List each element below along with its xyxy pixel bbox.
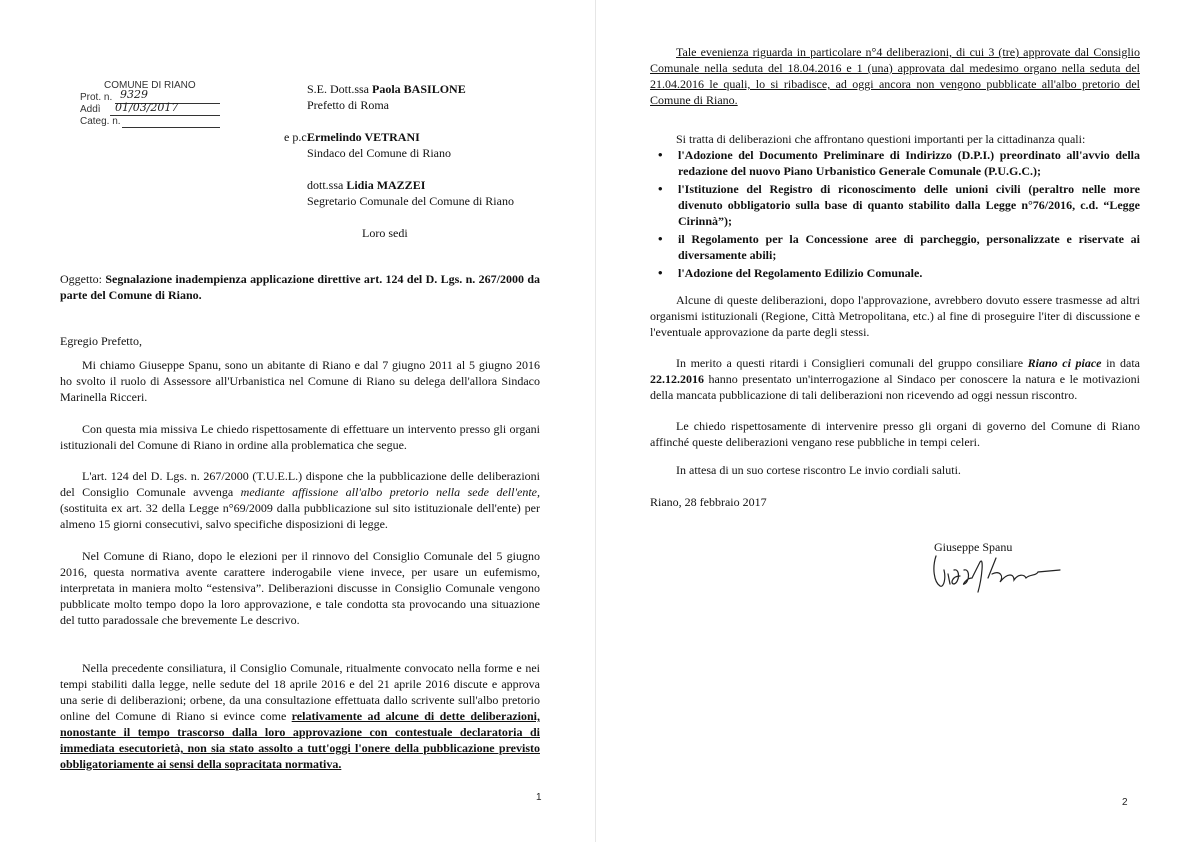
stamp-categ-label: Categ. n. [80,116,121,127]
stamp-addi-value: 01/03/2017 [115,101,179,114]
group-name: Riano ci piace [1027,356,1102,370]
recipient-segretario-role: Segretario Comunale del Comune di Riano [307,194,514,208]
stamp-categ-line [122,127,220,128]
signature-name: Giuseppe Spanu [934,540,1013,554]
paragraph-2: Con questa mia missiva Le chiedo rispettosamente di effettuare un intervento presso gli organi istituzionali del Comune di Riano in ordine alla problematica che segue. [60,422,540,452]
recipient-prefetto-role: Prefetto di Roma [307,98,389,112]
subject-label: Oggetto: [60,272,102,286]
paragraph-3: L'art. 124 del D. Lgs. n. 267/2000 (T.U.E.L.) dispone che la pubblicazione delle deliberazioni del Consiglio Comunale avvenga mediante affissione all'albo pretorio nella sede dell'ente, (sostituita ex art. 32 della Legge n°69/2009 dalla pubblicazione sul sito istituzionale dell'ente) per almeno 15 giorni consecutivi, salvo specifiche disposizioni di legge. [60,469,541,531]
interrogation-date: 22.12.2016 [650,372,704,386]
paragraph-5: Nella precedente consiliatura, il Consiglio Comunale, ritualmente convocato nella forme e nei tempi stabiliti dalla legge, nelle sedute del 18 aprile 2016 e del 21 aprile 2016 discute e approva una serie di deliberazioni; orbene, da una consultazione effettuata dallo scrivente sull'albo pretorio online del Comune di Riano si evince come relativamente ad alcune di dette deliberazioni, nonostante il tempo trascorso dalla loro approvazione con contestuale declaratoria di immediata esecutorietà, non sia stato assolto a tutt'oggi l'onere della pubblicazione previsto obbligatoriamente ai sensi della sopracitata normativa. [60,661,540,771]
page-number-1: 1 [536,792,542,803]
salutation: Egregio Prefetto, [60,334,142,348]
p2-paragraph-6: In attesa di un suo cortese riscontro Le invio cordiali saluti. [676,463,961,477]
stamp-prot-label: Prot. n. [80,92,113,103]
stamp-prot-value: 9329 [120,88,148,101]
p2-paragraph-4: In merito a questi ritardi i Consiglieri comunali del gruppo consiliare Riano ci piace in data 22.12.2016 hanno presentato un'interrogazione al Sindaco per conoscere la natura e le motivazioni della mancata pubblicazione di tali deliberazioni non ricevendo ad oggi nessun riscontro. [650,356,1140,402]
recipient-sindaco: Ermelindo VETRANI [307,130,420,144]
epc-label: e p.c. [284,130,310,144]
place-date: Riano, 28 febbraio 2017 [650,495,767,509]
stamp-addi-label: Addì [80,104,101,115]
paragraph-4: Nel Comune di Riano, dopo le elezioni per il rinnovo del Consiglio Comunale del 5 giugno 2016, questa normativa avente carattere inderogabile viene invece, per usare un eufemismo, interpretata in maniera molto “estensiva”. Deliberazioni discusse in Consiglio Comunale vengono pubblicate molto tempo dopo la loro approvazione, e tale condotta sta provocando una situazione del tutto paradossale che brevemente Le descrivo. [60,549,540,627]
recipient-segretario: dott.ssa Lidia MAZZEI [307,178,426,192]
p2-paragraph-2: Si tratta di deliberazioni che affrontano questioni importanti per la cittadinanza quali: [676,132,1086,146]
p2-paragraph-1: Tale evenienza riguarda in particolare n°4 deliberazioni, di cui 3 (tre) approvate dal Consiglio Comunale nella seduta del 18.04.2016 e 1 (una) approvata dal medesimo organo nella seduta del 21.04.2016 le quali, lo si ribadisce, ad oggi ancora non vengono pubblicate all'albo pretorio del Comune di Riano. [650,45,1140,107]
paragraph-1: Mi chiamo Giuseppe Spanu, sono un abitante di Riano e dal 7 giugno 2011 al 5 giugno 2016 ho svolto il ruolo di Assessore all'Urbanistica nel Comune di Riano su delega dell'allora Sindaco Marinella Ricceri. [60,358,540,404]
p2-paragraph-5: Le chiedo rispettosamente di intervenire presso gli organi di governo del Comune di Riano affinché queste deliberazioni vengano rese pubbliche in tempi celeri. [650,419,1140,449]
recipient-sindaco-role: Sindaco del Comune di Riano [307,146,451,160]
letter-page-2 [596,0,1191,842]
highlighted-claim: relativamente ad alcune di dette deliberazioni, nonostante il tempo trascorso dalla loro approvazione con contestuale declaratoria di immediata esecutorietà, non sia stato assolto a tutt'oggi l'onere della pubblicazione previsto obbligatoriamente ai sensi della sopracitata normativa. [60,709,540,771]
subject [60,271,540,303]
handwritten-signature [930,548,1065,598]
list-item: • l'Adozione del Regolamento Edilizio Comunale. [656,265,1140,281]
stamp-addi-line [110,115,220,116]
recipient-prefetto: S.E. Dott.ssa Paola BASILONE [307,82,466,96]
list-item: • l'Adozione del Documento Preliminare di Indirizzo (D.P.I.) preordinato all'avvio della redazione del nuovo Piano Urbanistico Generale Comunale (P.U.G.C.); [656,147,1140,179]
p2-paragraph-3: Alcune di queste deliberazioni, dopo l'approvazione, avrebbero dovuto essere trasmesse ad altri organismi istituzionali (Regione, Città Metropolitana, etc.) al fine di proseguire l'iter di discussione e l'eventuale approvazione da parte degli stessi. [650,293,1140,339]
list-item: • l'Istituzione del Registro di riconoscimento delle unioni civili (peraltro nelle more divenuto obbligatorio sulla base di quanto stabilito dalla Legge n°76/2016, c.d. “Legge Cirinnà”); [656,181,1140,229]
deliberations-list [656,147,1140,283]
stamp-office: COMUNE DI RIANO [104,80,196,91]
subject-text: Segnalazione inadempienza applicazione direttive art. 124 del D. Lgs. n. 267/2000 da parte del Comune di Riano. [60,272,541,302]
page-number-2: 2 [1122,797,1128,808]
loro-sedi: Loro sedi [362,226,408,240]
list-item: • il Regolamento per la Concessione aree di parcheggio, personalizzate e riservate ai diversamente abili; [656,231,1140,263]
